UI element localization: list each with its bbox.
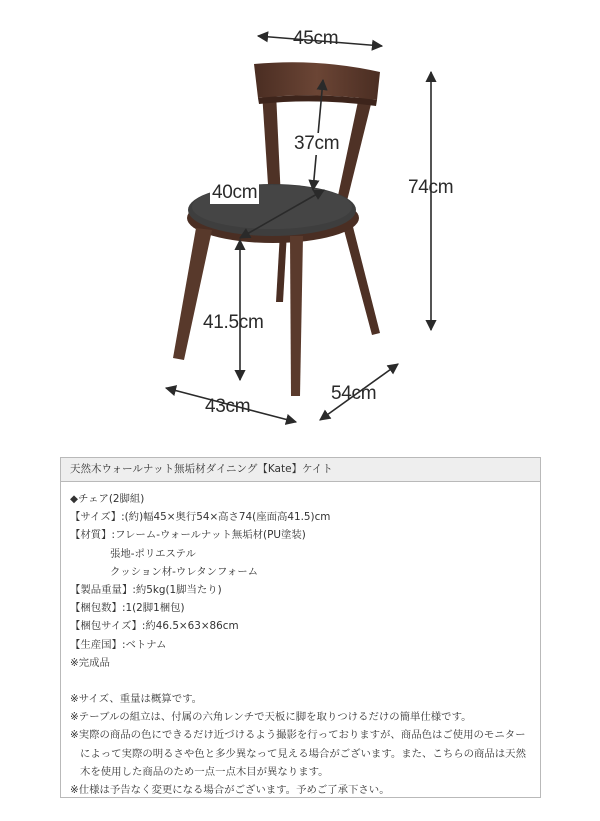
backrest-panel <box>254 62 380 100</box>
front-leg-left <box>173 228 212 360</box>
dim-back-height-label: 37cm <box>294 133 340 154</box>
dim-width-label: 45cm <box>293 28 339 49</box>
dim-seat-diameter-label: 40cm <box>212 182 258 203</box>
dim-total-height-label: 74cm <box>408 177 454 198</box>
dim-seat-height-label: 41.5cm <box>203 312 264 333</box>
spec-line: 【材質】:フレーム-ウォールナット無垢材(PU塗装) <box>70 529 306 542</box>
spec-note: ※実際の商品の色にできるだけ近づけるよう撮影を行っておりますが、商品色はご使用のモニター <box>70 729 526 742</box>
back-upright-left <box>262 92 281 200</box>
dim-depth-label: 54cm <box>331 383 377 404</box>
spec-line: 【梱包数】:1(2脚1梱包) <box>70 602 185 615</box>
spec-note: ※仕様は予告なく変更になる場合がございます。予めご了承下さい。 <box>70 784 390 797</box>
spec-line: 【サイズ】:(約)幅45×奥行54×高さ74(座面高41.5)cm <box>70 511 331 524</box>
spec-line: 【梱包サイズ】:約46.5×63×86cm <box>70 620 239 633</box>
spec-table <box>60 457 541 798</box>
spec-body <box>61 482 540 799</box>
spec-note: 木を使用した商品のため一点一点木目が異なります。 <box>80 765 329 778</box>
spec-line: 【製品重量】:約5kg(1脚当たり) <box>70 584 222 597</box>
spec-line: ◆チェア(2脚組) <box>70 493 145 505</box>
spec-line: 張地-ポリエステル <box>110 547 196 560</box>
back-upright-right <box>336 92 374 205</box>
front-leg-right <box>340 215 380 335</box>
rear-leg-front <box>290 236 303 396</box>
spec-title: 天然木ウォールナット無垢材ダイニング【Kate】ケイト <box>61 458 540 482</box>
spec-line: 【生産国】:ベトナム <box>70 638 167 651</box>
spec-note: ※テーブルの組立は、付属の六角レンチで天板に脚を取りつけるだけの簡単仕様です。 <box>70 711 472 724</box>
spec-note: によって実際の明るさや色と多少異なって見える場合がございます。また、こちらの商品は天然 <box>80 747 526 760</box>
spec-line: クッション材-ウレタンフォーム <box>110 565 259 578</box>
spec-line: ※完成品 <box>70 656 110 669</box>
dim-seat-width-label: 43cm <box>205 396 251 417</box>
spec-note: ※サイズ、重量は概算です。 <box>70 693 203 706</box>
